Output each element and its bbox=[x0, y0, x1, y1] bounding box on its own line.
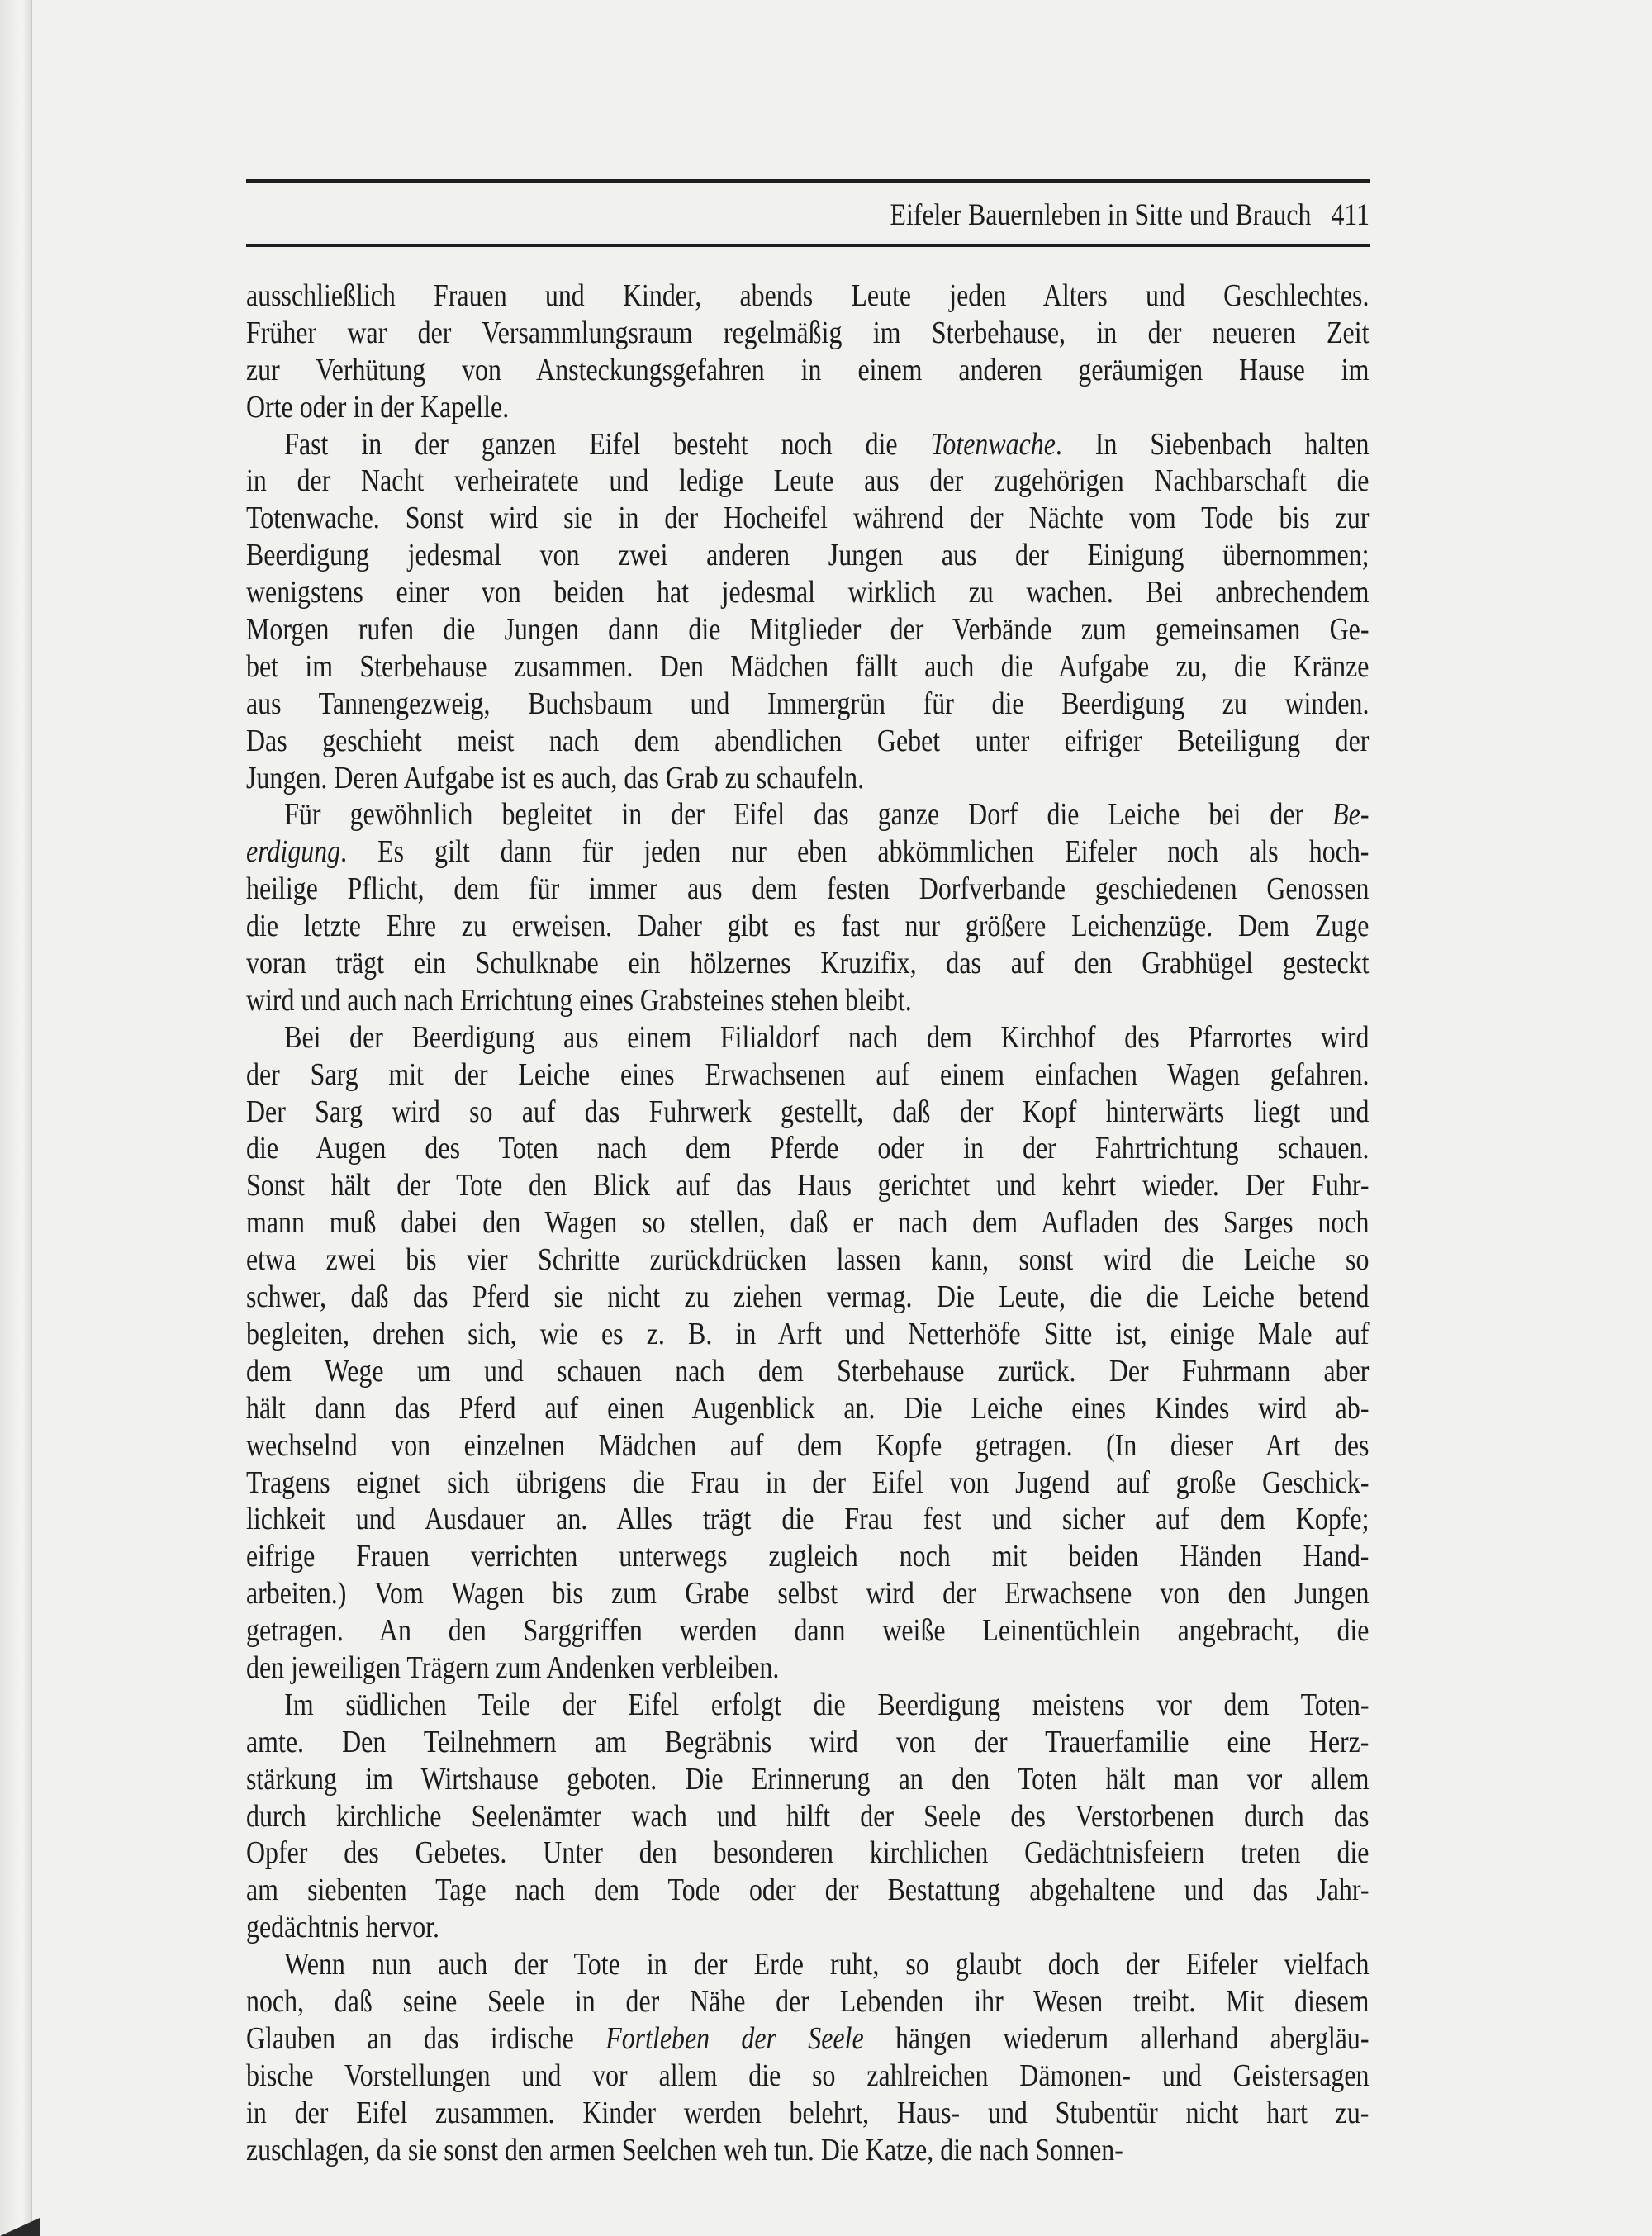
text-line: Sonst hält der Tote den Blick auf das Haus gerichtet und kehrt wieder. Der Fuhr- bbox=[246, 1168, 1370, 1203]
paragraph-p2 bbox=[246, 426, 1370, 797]
text-line: arbeiten.) Vom Wagen bis zum Grabe selbst wird der Erwachsene von den Jungen bbox=[246, 1576, 1370, 1612]
running-header bbox=[246, 179, 1370, 247]
text-line: Wenn nun auch der Tote in der Erde ruht, so glaubt doch der Eifeler vielfach bbox=[284, 1947, 1370, 1982]
text-line: Totenwache. Sonst wird sie in der Hocheifel während der Nächte vom Tode bis zur bbox=[246, 501, 1370, 536]
text-line: Orte oder in der Kapelle. bbox=[246, 389, 510, 425]
paragraph-p6 bbox=[246, 1946, 1370, 2168]
text-line: heilige Pflicht, dem für immer aus dem festen Dorfverbande geschiedenen Genossen bbox=[246, 871, 1370, 907]
text-line: erdigung. Es gilt dann für jeden nur eben abkömmlichen Eifeler noch als hoch- bbox=[246, 834, 1370, 870]
text-line: aus Tannengezweig, Buchsbaum und Immergrün für die Beerdigung zu winden. bbox=[246, 686, 1370, 721]
text-line: in der Eifel zusammen. Kinder werden belehrt, Haus- und Stubentür nicht hart zu- bbox=[246, 2095, 1370, 2130]
text-line: bet im Sterbehause zusammen. Den Mädchen fällt auch die Aufgabe zu, die Kränze bbox=[246, 648, 1370, 684]
text-line: in der Nacht verheiratete und ledige Leute aus der zugehörigen Nachbarschaft die bbox=[246, 463, 1370, 499]
text-line: etwa zwei bis vier Schritte zurückdrücken lassen kann, sonst wird die Leiche so bbox=[246, 1242, 1370, 1278]
text-line: getragen. An den Sarggriffen werden dann weiße Leinentüchlein angebracht, die bbox=[246, 1613, 1370, 1649]
text-line: Opfer des Gebetes. Unter den besonderen kirchlichen Gedächtnisfeiern treten die bbox=[246, 1835, 1370, 1871]
text-line: Der Sarg wird so auf das Fuhrwerk gestellt, daß der Kopf hinterwärts liegt und bbox=[246, 1094, 1370, 1129]
text-line: Bei der Beerdigung aus einem Filialdorf nach dem Kirchhof des Pfarrortes wird bbox=[284, 1019, 1370, 1055]
paragraph-p5 bbox=[246, 1687, 1370, 1946]
emphasis: Be- bbox=[1332, 797, 1370, 833]
text-line: den jeweiligen Trägern zum Andenken verbleiben. bbox=[246, 1650, 780, 1685]
text-line: durch kirchliche Seelenämter wach und hilft der Seele des Verstorbenen durch das bbox=[246, 1798, 1370, 1834]
text-line: amte. Den Teilnehmern am Begräbnis wird von der Trauerfamilie eine Herz- bbox=[246, 1724, 1370, 1759]
text-line: begleiten, drehen sich, wie es z. B. in Arft und Netterhöfe Sitte ist, einige Male auf bbox=[246, 1316, 1370, 1351]
text-line: zuschlagen, da sie sonst den armen Seelchen weh tun. Die Katze, die nach Sonnen- bbox=[246, 2132, 1123, 2167]
text-line: lichkeit und Ausdauer an. Alles trägt die Frau fest und sicher auf dem Kopfe; bbox=[246, 1502, 1370, 1537]
text-line: die letzte Ehre zu erweisen. Daher gibt es fast nur größere Leichenzüge. Dem Zuge bbox=[246, 909, 1370, 944]
paragraph-p1 bbox=[246, 278, 1370, 426]
text-line: Fast in der ganzen Eifel besteht noch die Totenwache. In Siebenbach halten bbox=[284, 426, 1370, 462]
running-title: Eifeler Bauernleben in Sitte und Brauch bbox=[890, 198, 1312, 232]
text-line: wenigstens einer von beiden hat jedesmal wirklich zu wachen. Bei anbrechendem bbox=[246, 575, 1370, 610]
text-line: schwer, daß das Pferd sie nicht zu ziehen vermag. Die Leute, die die Leiche betend bbox=[246, 1279, 1370, 1315]
text-line: der Sarg mit der Leiche eines Erwachsenen auf einem einfachen Wagen gefahren. bbox=[246, 1056, 1370, 1092]
text-line: Beerdigung jedesmal von zwei anderen Jungen aus der Einigung übernommen; bbox=[246, 538, 1370, 573]
text-line: voran trägt ein Schulknabe ein hölzernes Kruzifix, das auf den Grabhügel gesteckt bbox=[246, 946, 1370, 981]
text-line: hält dann das Pferd auf einen Augenblick an. Die Leiche eines Kindes wird ab- bbox=[246, 1390, 1370, 1426]
body-text bbox=[246, 278, 1370, 2168]
header-rule-top bbox=[246, 179, 1370, 183]
text-line: ausschließlich Frauen und Kinder, abends Leute jeden Alters und Geschlechtes. bbox=[246, 278, 1370, 313]
text-line: Im südlichen Teile der Eifel erfolgt die Beerdigung meistens vor dem Toten- bbox=[284, 1687, 1370, 1722]
emphasis: Totenwache bbox=[930, 426, 1056, 462]
text-line: wechselnd von einzelnen Mädchen auf dem Kopfe getragen. (In dieser Art des bbox=[246, 1427, 1370, 1463]
text-line: mann muß dabei den Wagen so stellen, daß er nach dem Aufladen des Sarges noch bbox=[246, 1205, 1370, 1241]
paragraph-p4 bbox=[246, 1019, 1370, 1687]
text-line: Für gewöhnlich begleitet in der Eifel das ganze Dorf die Leiche bei der Be- bbox=[284, 797, 1370, 833]
text-line: Tragens eignet sich übrigens die Frau in der Eifel von Jugend auf große Geschick- bbox=[246, 1465, 1370, 1500]
text-line: dem Wege um und schauen nach dem Sterbehause zurück. Der Fuhrmann aber bbox=[246, 1353, 1370, 1389]
text-line: zur Verhütung von Ansteckungsgefahren in einem anderen geräumigen Hause im bbox=[246, 352, 1370, 387]
text-line: gedächtnis hervor. bbox=[246, 1910, 440, 1945]
book-gutter bbox=[0, 0, 32, 2236]
paragraph-p3 bbox=[246, 796, 1370, 1018]
text-line: wird und auch nach Errichtung eines Grabsteines stehen bleibt. bbox=[246, 982, 912, 1018]
text-line: stärkung im Wirtshause geboten. Die Erinnerung an den Toten hält man vor allem bbox=[246, 1761, 1370, 1797]
text-line: am siebenten Tage nach dem Tode oder der Bestattung abgehaltene und das Jahr- bbox=[246, 1873, 1370, 1908]
text-line: Glauben an das irdische Fortleben der Seele hängen wiederum allerhand abergläu- bbox=[246, 2020, 1370, 2056]
header-row bbox=[403, 197, 1370, 239]
text-line: noch, daß seine Seele in der Nähe der Lebenden ihr Wesen treibt. Mit diesem bbox=[246, 1983, 1370, 2019]
emphasis: Fortleben der Seele bbox=[605, 2020, 864, 2056]
text-line: bische Vorstellungen und vor allem die so zahlreichen Dämonen- und Geistersagen bbox=[246, 2058, 1370, 2093]
text-line: eifrige Frauen verrichten unterwegs zugleich noch mit beiden Händen Hand- bbox=[246, 1539, 1370, 1574]
page-number: 411 bbox=[1331, 198, 1370, 232]
header-rule-bottom bbox=[246, 244, 1370, 247]
text-line: Früher war der Versammlungsraum regelmäßig im Sterbehause, in der neueren Zeit bbox=[246, 315, 1370, 350]
text-line: Das geschieht meist nach dem abendlichen Gebet unter eifriger Beteiligung der bbox=[246, 723, 1370, 758]
emphasis: erdigung bbox=[246, 834, 341, 870]
text-line: die Augen des Toten nach dem Pferde oder in der Fahrtrichtung schauen. bbox=[246, 1131, 1370, 1166]
text-line: Morgen rufen die Jungen dann die Mitglieder der Verbände zum gemeinsamen Ge- bbox=[246, 612, 1370, 648]
text-line: Jungen. Deren Aufgabe ist es auch, das Grab zu schaufeln. bbox=[246, 760, 865, 795]
